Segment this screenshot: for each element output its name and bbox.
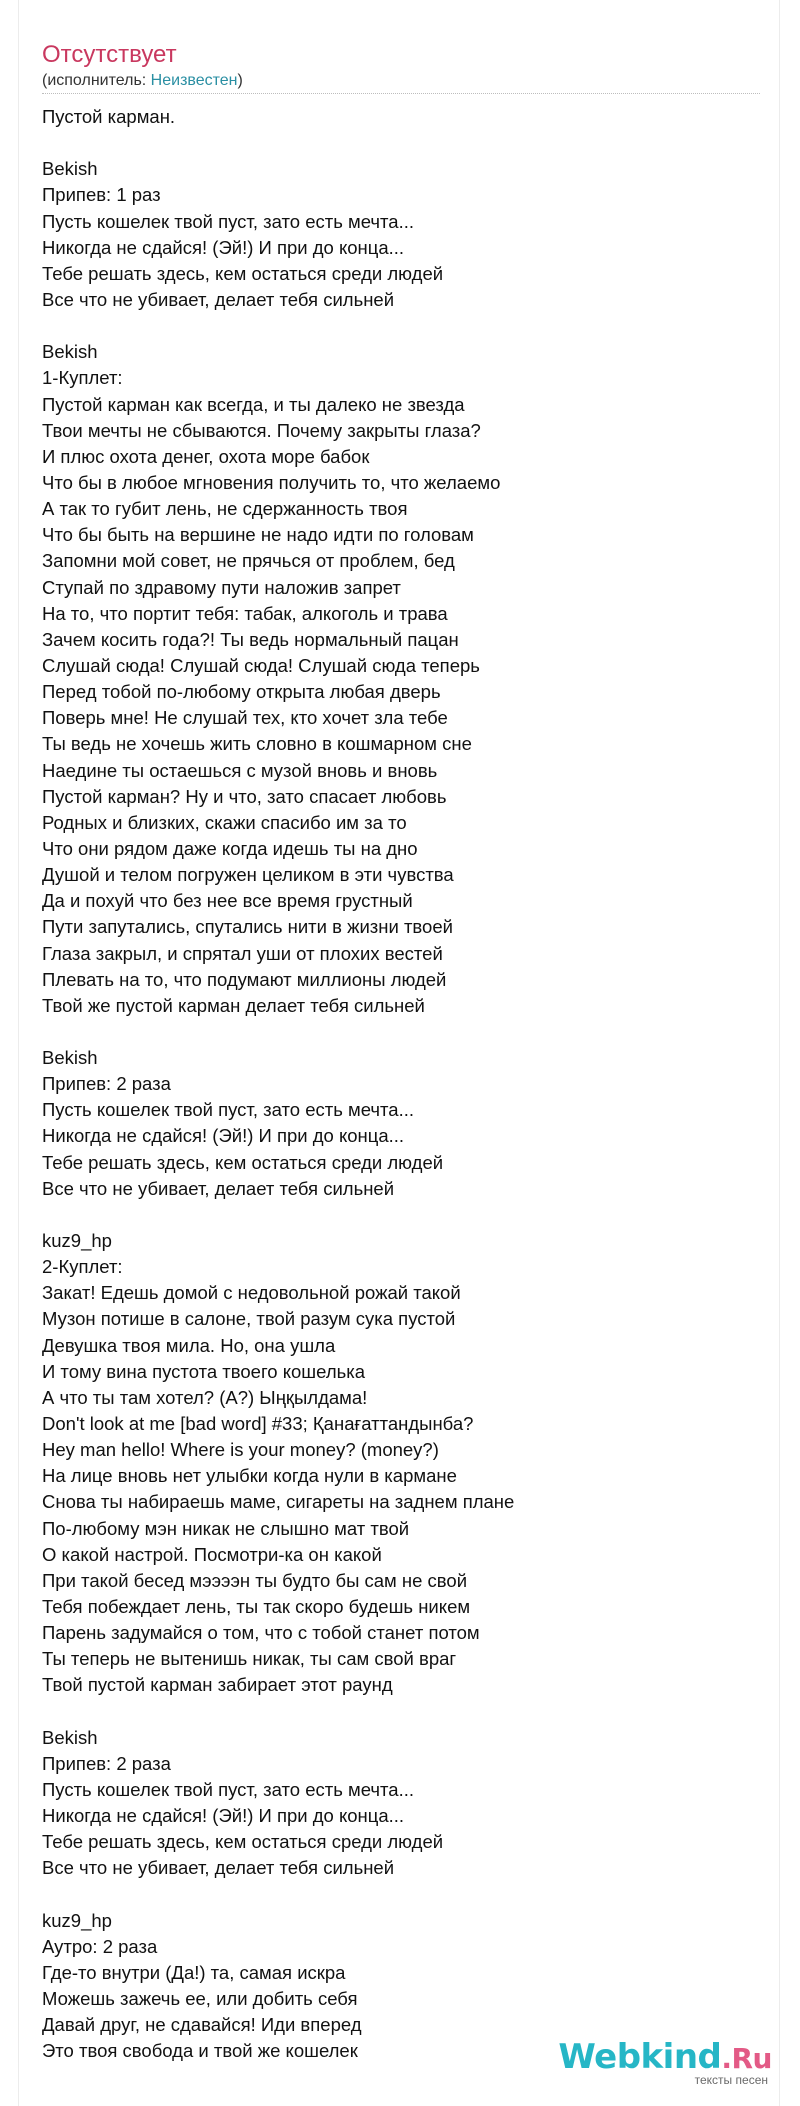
- lyric-blank-line: [42, 1699, 762, 1725]
- lyric-line: По-любому мэн никак не слышно мат твой: [42, 1517, 410, 1539]
- lyric-line: Пустой карман? Ну и что, зато спасает любовь: [42, 785, 447, 807]
- lyric-line: Парень задумайся о том, что с тобой станет потом: [42, 1622, 480, 1644]
- lyric-line: Никогда не сдайся! (Эй!) И при до конца...: [42, 236, 405, 258]
- lyric-line: Наедине ты остаешься с музой вновь и вновь: [42, 759, 438, 781]
- lyric-line: Перед тобой по-любому открыта любая дверь: [42, 681, 441, 703]
- lyric-line: Твой же пустой карман делает тебя сильней: [42, 994, 425, 1016]
- logo-tld: .Ru: [721, 2042, 772, 2075]
- lyric-line: Можешь зажечь ее, или добить себя: [42, 1988, 358, 2010]
- lyric-blank-line: [42, 1202, 762, 1228]
- lyric-line: И плюс охота денег, охота море бабок: [42, 445, 370, 467]
- lyric-line: При такой бесед мээээн ты будто бы сам не свой: [42, 1569, 468, 1591]
- lyric-line: Твои мечты не сбываются. Почему закрыты глаза?: [42, 419, 481, 441]
- lyric-line: А так то губит лень, не сдержанность твоя: [42, 498, 408, 520]
- lyric-line: Музон потише в салоне, твой разум сука пустой: [42, 1308, 456, 1330]
- lyric-line: Bekish: [42, 1726, 98, 1748]
- lyric-line: Пусть кошелек твой пуст, зато есть мечта...: [42, 210, 414, 232]
- lyric-line: Тебе решать здесь, кем остаться среди людей: [42, 1151, 444, 1173]
- lyric-line: Где-то внутри (Да!) та, самая искра: [42, 1961, 346, 1983]
- logo-name: Webkind: [558, 2037, 722, 2077]
- lyric-line: Аутро: 2 раза: [42, 1935, 158, 1957]
- lyric-line: Закат! Едешь домой с недовольной рожай такой: [42, 1282, 461, 1304]
- lyric-line: Все что не убивает, делает тебя сильней: [42, 288, 395, 310]
- lyric-line: Все что не убивает, делает тебя сильней: [42, 1857, 395, 1879]
- lyric-line: Поверь мне! Не слушай тех, кто хочет зла тебе: [42, 707, 448, 729]
- lyric-blank-line: [42, 130, 762, 156]
- lyric-line: Bekish: [42, 1047, 98, 1069]
- lyric-line: А что ты там хотел? (А?) Ыңқылдама!: [42, 1386, 368, 1408]
- lyric-line: Все что не убивает, делает тебя сильней: [42, 1177, 395, 1199]
- lyric-line: Пустой карман как всегда, и ты далеко не звезда: [42, 393, 465, 415]
- lyric-blank-line: [42, 1019, 762, 1045]
- lyric-line: Никогда не сдайся! (Эй!) И при до конца...: [42, 1125, 405, 1147]
- logo-wordmark: [558, 2038, 772, 2078]
- lyrics-text: [42, 104, 762, 2065]
- lyric-line: kuz9_hp: [42, 1909, 112, 1931]
- site-logo[interactable]: [558, 2038, 772, 2086]
- lyric-line: Hey man hello! Where is your money? (money?): [42, 1439, 439, 1461]
- lyric-line: Душой и телом погружен целиком в эти чувства: [42, 864, 454, 886]
- lyric-line: Припев: 2 раза: [42, 1073, 171, 1095]
- song-title: Отсутствует: [42, 41, 177, 68]
- lyric-line: Припев: 1 раз: [42, 184, 161, 206]
- lyric-line: Что они рядом даже когда идешь ты на дно: [42, 837, 418, 859]
- lyric-line: Что бы в любое мгновения получить то, что желаемо: [42, 471, 501, 493]
- lyric-line: Bekish: [42, 158, 98, 180]
- lyric-line: Bekish: [42, 341, 98, 363]
- lyric-line: 1-Куплет:: [42, 367, 123, 389]
- lyric-line: Зачем косить года?! Ты ведь нормальный пацан: [42, 628, 459, 650]
- lyric-line: Никогда не сдайся! (Эй!) И при до конца...: [42, 1805, 405, 1827]
- lyric-blank-line: [42, 313, 762, 339]
- artist-prefix: (исполнитель:: [42, 72, 151, 89]
- lyric-line: Пустой карман.: [42, 106, 176, 127]
- lyric-line: Твой пустой карман забирает этот раунд: [42, 1674, 393, 1696]
- lyric-line: Тебе решать здесь, кем остаться среди людей: [42, 1831, 444, 1853]
- lyric-line: И тому вина пустота твоего кошелька: [42, 1360, 366, 1382]
- lyric-line: Снова ты набираешь маме, сигареты на заднем плане: [42, 1491, 515, 1513]
- lyric-line: Слушай сюда! Слушай сюда! Слушай сюда теперь: [42, 654, 480, 676]
- lyric-line: kuz9_hp: [42, 1230, 112, 1252]
- lyric-blank-line: [42, 1882, 762, 1908]
- lyric-line: О какой настрой. Посмотри-ка он какой: [42, 1543, 382, 1565]
- lyric-line: Ты теперь не вытенишь никак, ты сам свой враг: [42, 1648, 457, 1670]
- lyric-line: Тебе решать здесь, кем остаться среди людей: [42, 262, 444, 284]
- lyric-line: Тебя побеждает лень, ты так скоро будешь никем: [42, 1596, 471, 1618]
- lyric-line: Давай друг, не сдавайся! Иди вперед: [42, 2014, 362, 2036]
- lyric-line: Пусть кошелек твой пуст, зато есть мечта...: [42, 1779, 414, 1800]
- lyric-line: Пути запутались, спутались нити в жизни твоей: [42, 916, 453, 938]
- lyric-line: Родных и близких, скажи спасибо им за то: [42, 811, 407, 833]
- artist-line: [42, 71, 243, 91]
- title-divider: [42, 93, 760, 94]
- lyric-line: Запомни мой совет, не прячься от проблем, бед: [42, 550, 455, 572]
- lyric-line: На лице вновь нет улыбки когда нули в кармане: [42, 1465, 457, 1487]
- lyric-line: Ты ведь не хочешь жить словно в кошмарном сне: [42, 733, 472, 755]
- lyric-line: 2-Куплет:: [42, 1256, 123, 1278]
- lyric-line: Плевать на то, что подумают миллионы людей: [42, 968, 447, 990]
- lyric-line: Что бы быть на вершине не надо идти по головам: [42, 524, 474, 546]
- artist-link[interactable]: Неизвестен: [150, 72, 238, 89]
- lyric-line: Пусть кошелек твой пуст, зато есть мечта...: [42, 1099, 414, 1121]
- lyric-line: Да и похуй что без нее все время грустный: [42, 890, 413, 912]
- lyric-line: Don't look at me [bad word] #33; Қанағаттандынба?: [42, 1413, 474, 1435]
- lyric-line: Девушка твоя мила. Но, она ушла: [42, 1334, 336, 1356]
- lyric-line: Это твоя свобода и твой же кошелек: [42, 2040, 358, 2062]
- lyric-line: Глаза закрыл, и спрятал уши от плохих вестей: [42, 942, 443, 964]
- lyric-line: На то, что портит тебя: табак, алкоголь и трава: [42, 602, 448, 624]
- artist-suffix: ): [237, 72, 243, 89]
- lyric-line: Припев: 2 раза: [42, 1752, 171, 1774]
- lyric-line: Ступай по здравому пути наложив запрет: [42, 576, 401, 598]
- logo-tagline: тексты песен: [694, 2073, 768, 2087]
